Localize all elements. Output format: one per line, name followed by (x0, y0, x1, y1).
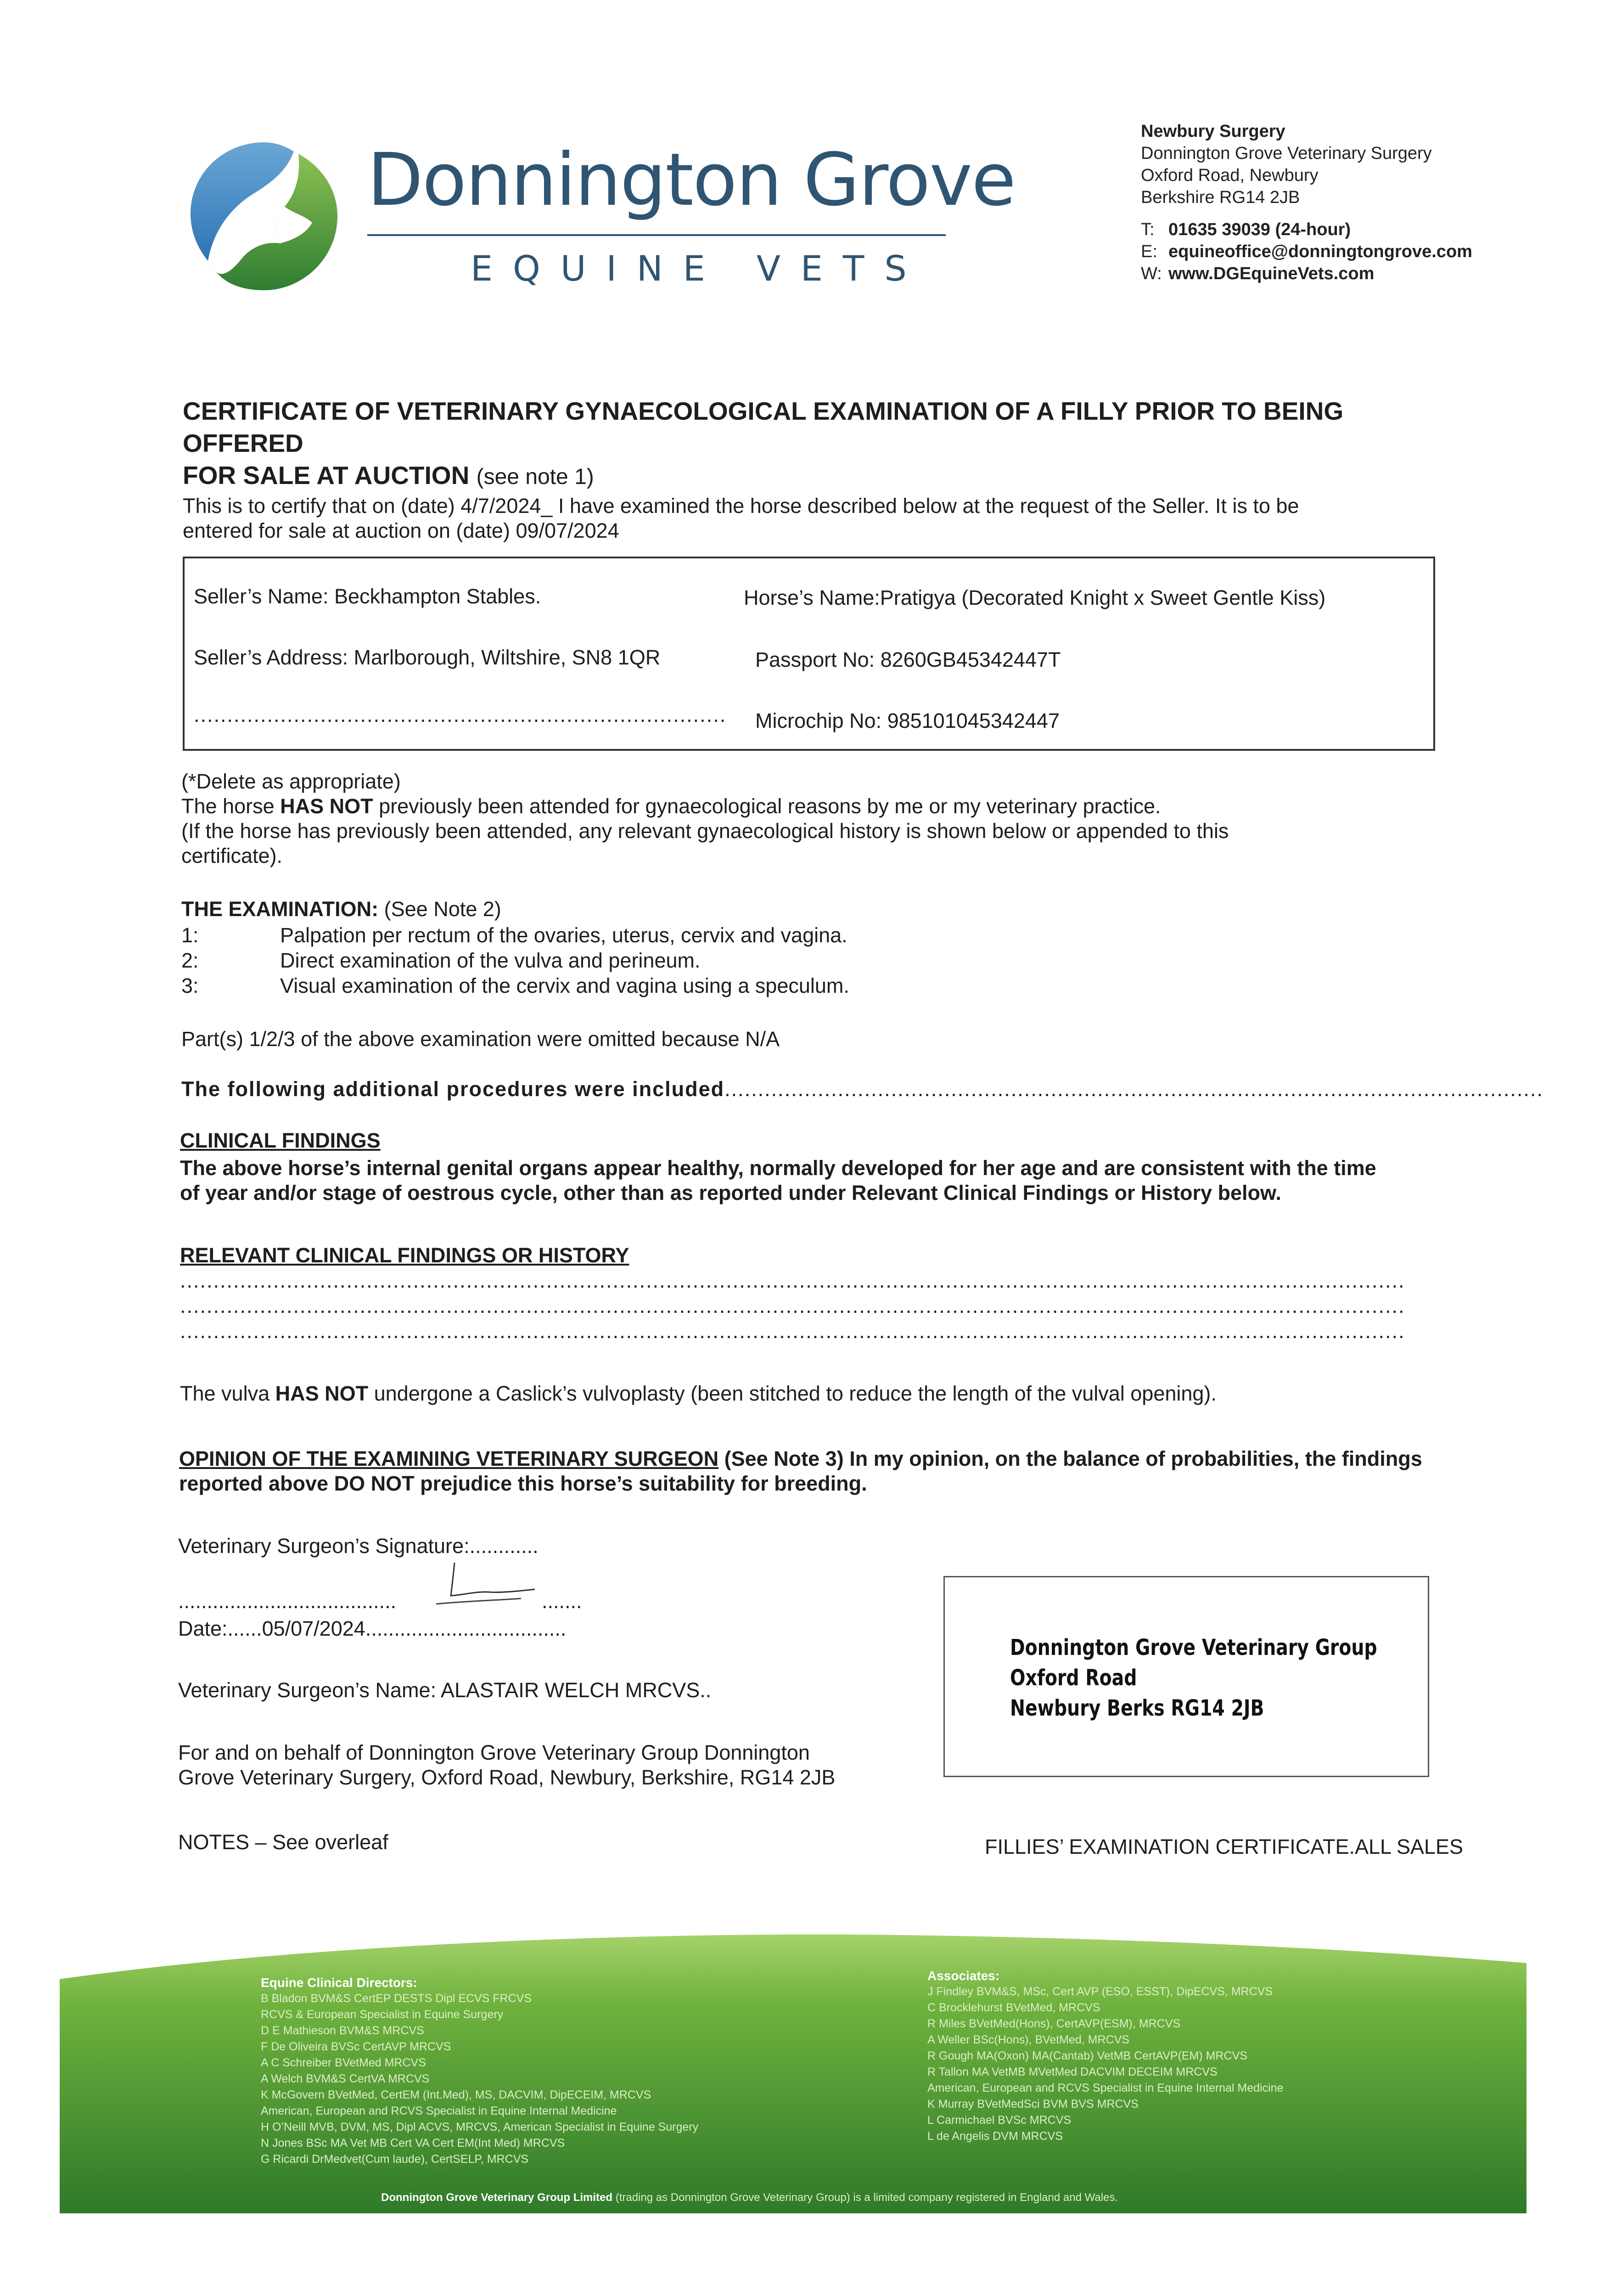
clinical-line: The above horse’s internal genital organs appear healthy, normally developed for her age and are consistent with the time (180, 1156, 1376, 1180)
associate-entry: L Carmichael BVSc MRCVS (927, 2114, 1072, 2127)
registration-text: (trading as Donnington Grove Veterinary Group) is a limited company registered in England and Wales. (612, 2191, 1118, 2204)
examination-item (181, 974, 849, 998)
associates-heading: Associates: (927, 1969, 1000, 1983)
company-name: Donnington Grove Veterinary Group Limited (381, 2191, 613, 2204)
additional-dots: ........................................................................................................................... (724, 1077, 1543, 1101)
opinion-heading: OPINION OF THE EXAMINING VETERINARY SURGEON (179, 1447, 719, 1470)
stamp-line: Newbury Berks RG14 2JB (1010, 1695, 1264, 1721)
clinical-findings-text (180, 1156, 1452, 1205)
associates-list (927, 1968, 1283, 2144)
delete-note: (*Delete as appropriate) (181, 770, 401, 793)
title-line-1: CERTIFICATE OF VETERINARY GYNAECOLOGICAL EXAMINATION OF A FILLY PRIOR TO BEING OFFERED (183, 397, 1344, 457)
web-label: W: (1141, 264, 1162, 283)
certificate-type: FILLIES’ EXAMINATION CERTIFICATE.ALL SALES (985, 1835, 1463, 1858)
title-note: (see note 1) (476, 465, 594, 489)
item-text: Palpation per rectum of the ovaries, uterus, cervix and vagina. (280, 923, 847, 947)
item-number: 3: (181, 974, 199, 997)
horse-name: Horse’s Name:Pratigya (Decorated Knight x Sweet Gentle Kiss) (744, 586, 1326, 609)
director-entry: A C Schreiber BVetMed MRCVS (261, 2056, 426, 2069)
attendance-section (181, 769, 1448, 868)
practice-stamp (1010, 1632, 1377, 1723)
clinical-findings-heading: CLINICAL FINDINGS (180, 1129, 381, 1152)
surgery-title: Newbury Surgery (1141, 122, 1285, 141)
director-entry: D E Mathieson BVM&S MRCVS (261, 2024, 424, 2037)
behalf-line: Grove Veterinary Surgery, Oxford Road, Newbury, Berkshire, RG14 2JB (178, 1766, 836, 1789)
phone-number[interactable]: 01635 39039 (24-hour) (1168, 220, 1351, 239)
opinion-section (179, 1446, 1455, 1496)
signature-dots-right: ....... (542, 1589, 582, 1613)
signature-dots-left: ...................................... (178, 1589, 397, 1613)
examination-item (181, 948, 701, 973)
intro-line-2: entered for sale at auction on (date) 09/07/2024 (183, 519, 619, 542)
title-line-2: FOR SALE AT AUCTION (183, 461, 470, 490)
vulva-text: undergone a Caslick’s vulvoplasty (been stitched to reduce the length of the vulval opening). (368, 1382, 1217, 1405)
associate-entry: C Brocklehurst BVetMed, MRCVS (927, 2001, 1100, 2014)
vulva-text: The vulva (180, 1382, 275, 1405)
findings-blank-line: ........................................................................................................................................................................................ (180, 1294, 1405, 1317)
address-continuation-dots: ................................................................................ (194, 703, 727, 726)
attendance-text: previously been attended for gynaecological reasons by me or my veterinary practice. (373, 794, 1161, 818)
attendance-history-note: certificate). (181, 844, 283, 867)
directors-list (261, 1975, 698, 2167)
brand-divider (367, 234, 946, 236)
brand-subtitle: EQUINE VETS (471, 248, 927, 289)
director-entry: K McGovern BVetMed, CertEM (Int.Med), MS, DACVIM, DipECEIM, MRCVS (261, 2088, 651, 2101)
contact-block (1141, 120, 1472, 285)
passport-number: Passport No: 8260GB45342447T (755, 648, 1061, 671)
clinical-line: of year and/or stage of oestrous cycle, other than as reported under Relevant Clinical Findings or History below. (180, 1181, 1281, 1204)
tel-label: T: (1141, 220, 1155, 239)
attendance-status: HAS NOT (280, 794, 373, 818)
director-entry: H O’Neill MVB, DVM, MS, Dipl ACVS, MRCVS, American Specialist in Equine Surgery (261, 2121, 699, 2133)
examination-heading (181, 897, 501, 922)
director-entry: B Bladon BVM&S CertEP DESTS Dipl ECVS FRCVS (261, 1992, 532, 2005)
microchip-number: Microchip No: 985101045342447 (755, 709, 1060, 732)
address-line: Donnington Grove Veterinary Surgery (1141, 144, 1432, 163)
horse-head-logo (181, 138, 347, 294)
email-label: E: (1141, 242, 1157, 261)
associate-entry: L de Angelis DVM MRCVS (927, 2130, 1063, 2143)
vulva-statement (180, 1381, 1217, 1406)
associate-entry: R Tallon MA VetMB MVetMed DACVIM DECEIM MRCVS (927, 2065, 1218, 2078)
behalf-of-text (178, 1740, 835, 1790)
associate-entry: A Weller BSc(Hons), BVetMed, MRCVS (927, 2033, 1129, 2046)
associate-entry: J Findley BVM&S, MSc, Cert AVP (ESO, ESST), DipECVS, MRCVS (927, 1985, 1273, 1998)
examination-title: THE EXAMINATION: (181, 897, 379, 921)
item-number: 2: (181, 949, 199, 972)
surgeon-name: Veterinary Surgeon’s Name: ALASTAIR WELCH MRCVS.. (178, 1678, 712, 1702)
address-line: Oxford Road, Newbury (1141, 166, 1319, 185)
examination-item (181, 923, 847, 948)
seller-address: Seller’s Address: Marlborough, Wiltshire, SN8 1QR (194, 646, 661, 669)
director-entry: G Ricardi DrMedvet(Cum laude), CertSELP, MRCVS (261, 2153, 529, 2166)
relevant-findings-heading: RELEVANT CLINICAL FINDINGS OR HISTORY (180, 1244, 629, 1267)
website-link[interactable]: www.DGEquineVets.com (1168, 264, 1375, 283)
item-text: Visual examination of the cervix and vagina using a speculum. (280, 974, 849, 997)
brand-name: Donnington Grove (367, 138, 1016, 222)
company-registration (381, 2191, 1118, 2204)
additional-procedures (181, 1077, 1543, 1102)
item-text: Direct examination of the vulva and perineum. (280, 949, 701, 972)
certificate-title (183, 395, 1450, 493)
director-entry: RCVS & European Specialist in Equine Surgery (261, 2008, 504, 2021)
associate-entry: American, European and RCVS Specialist in Equine Internal Medicine (927, 2082, 1284, 2094)
associate-entry: K Murray BVetMedSci BVM BVS MRCVS (927, 2098, 1139, 2110)
director-entry: F De Oliveira BVSc CertAVP MRCVS (261, 2040, 451, 2053)
attendance-history-note: (If the horse has previously been attended, any relevant gynaecological history is shown below or appended to this (181, 819, 1229, 843)
findings-blank-line: ........................................................................................................................................................................................ (180, 1319, 1405, 1343)
intro-text (183, 494, 1299, 543)
examination-note: (See Note 2) (378, 897, 501, 921)
directors-heading: Equine Clinical Directors: (261, 1975, 417, 1990)
attendance-text: The horse (181, 794, 281, 818)
stamp-line: Oxford Road (1010, 1665, 1137, 1691)
seller-name: Seller’s Name: Beckhampton Stables. (194, 585, 541, 608)
director-entry: A Welch BVM&S CertVA MRCVS (261, 2072, 430, 2085)
director-entry: N Jones BSc MA Vet MB Cert VA Cert EM(Int Med) MRCVS (261, 2137, 565, 2150)
associate-entry: R Gough MA(Oxon) MA(Cantab) VetMB CertAVP(EM) MRCVS (927, 2049, 1247, 2062)
opinion-text: (See Note 3) In my opinion, on the balance of probabilities, the findings (718, 1447, 1422, 1470)
email-link[interactable]: equineoffice@donningtongrove.com (1168, 242, 1472, 261)
associate-entry: R Miles BVetMed(Hons), CertAVP(ESM), MRCVS (927, 2017, 1181, 2030)
notes-reference: NOTES – See overleaf (178, 1830, 388, 1854)
additional-label: The following additional procedures were included (181, 1077, 725, 1101)
signature-label: Veterinary Surgeon’s Signature:............ (178, 1534, 539, 1558)
omitted-parts: Part(s) 1/2/3 of the above examination were omitted because N/A (181, 1027, 780, 1051)
item-number: 1: (181, 923, 199, 947)
behalf-line: For and on behalf of Donnington Grove Veterinary Group Donnington (178, 1741, 810, 1764)
findings-blank-line: ........................................................................................................................................................................................ (180, 1269, 1405, 1292)
stamp-line: Donnington Grove Veterinary Group (1010, 1635, 1377, 1660)
signature-date: Date:......05/07/2024................................... (178, 1617, 567, 1640)
opinion-text: reported above DO NOT prejudice this horse’s suitability for breeding. (179, 1472, 867, 1495)
handwritten-signature (427, 1559, 542, 1609)
intro-line-1: This is to certify that on (date) 4/7/2024_ I have examined the horse described below at the request of the Seller. It is to be (183, 494, 1299, 518)
vulva-status: HAS NOT (275, 1382, 369, 1405)
director-entry: American, European and RCVS Specialist in Equine Internal Medicine (261, 2105, 617, 2117)
address-line: Berkshire RG14 2JB (1141, 188, 1300, 207)
